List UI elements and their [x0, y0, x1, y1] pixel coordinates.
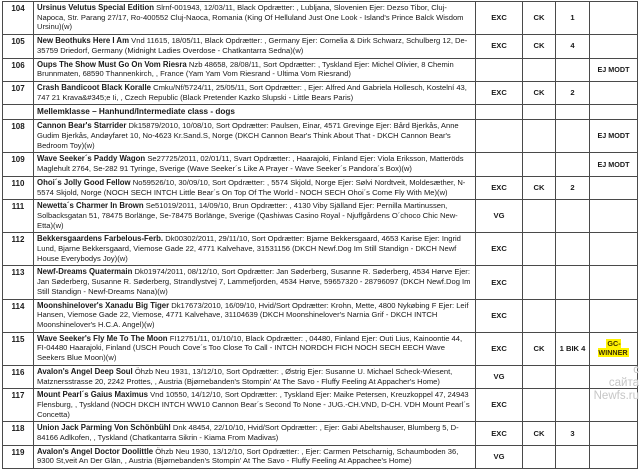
entry-number-cell: 104	[3, 2, 34, 35]
placement-cell: 3	[556, 422, 590, 445]
award-cell	[590, 2, 638, 35]
grade-cell: EXC	[476, 332, 523, 365]
placement-cell	[556, 445, 590, 468]
dog-name: Oups The Show Must Go On Vom Riesra	[37, 59, 189, 69]
entry-details: Dk15879/2010, 10/08/10, Sort Opdrætter: Paulsen, Einar, 4571 Grevinge Ejer: Bård Bjerkås, Anne Gudim Bjerkås, Andøyfaret 10, No-4623 Kr.Sand.S, Norge (DKCH Cannon Bear's Think About That - DKCH Cannon Bear's Bedroom Toy)(w)	[37, 121, 459, 150]
table-row	[3, 58, 638, 81]
dog-name: Mount Pearl´s Gaius Maximus	[37, 390, 151, 400]
entry-description-cell	[34, 2, 476, 35]
entry-description-cell	[34, 81, 476, 104]
dog-name: Union Jack Parming Von Schönbühl	[37, 423, 173, 433]
ck-cell	[523, 120, 556, 153]
winner-award-highlight: GC-WINNER	[598, 339, 628, 358]
award-cell	[590, 389, 638, 422]
award-cell	[590, 365, 638, 388]
entry-description-cell	[34, 365, 476, 388]
entry-number-cell: 117	[3, 389, 34, 422]
ck-cell	[523, 266, 556, 299]
entry-details: Vnd 11615, 18/05/11, Black Opdrætter: , Germany Ejer: Cornelia & Dirk Schwarz, Schulberg 12, De-35759 Driedorf, Germany (Midnight Ladies Overdose - Chatkantarra Sedna)(w)	[37, 36, 468, 55]
entry-number-cell: 105	[3, 35, 34, 58]
entry-description-cell	[34, 153, 476, 176]
entry-number-cell: 108	[3, 120, 34, 153]
entry-description-cell	[34, 176, 476, 199]
entry-details: Cmku/Nf/5724/11, 25/05/11, Sort Opdrætter: , Ejer: Alfred And Gabriela Hollesch, Kostelní 43, 747 21 Krava&#345;e Ii, , Czech Republic (Black Pretender Kazko Slupski - Little Bears Paris)	[37, 82, 467, 102]
grade-cell: EXC	[476, 299, 523, 332]
award-label: EJ MODT	[597, 131, 630, 141]
entry-details: Dnk 48454, 22/10/10, Hvid/Sort Opdrætter: , Ejer: Gabi Abeltshauser, Blumberg 5, D-84166 Adlkofen, , Tyskland (Chatkantarra Sikrin - Kiama From Madivas)	[37, 423, 459, 443]
entry-description-cell	[34, 266, 476, 299]
grade-cell	[476, 120, 523, 153]
entry-number-cell: 118	[3, 422, 34, 445]
entry-description-cell	[34, 445, 476, 468]
class-section-cell	[34, 105, 476, 120]
ck-cell: CK	[523, 81, 556, 104]
entry-number-cell: 116	[3, 365, 34, 388]
ck-cell: CK	[523, 2, 556, 35]
ck-cell	[523, 233, 556, 266]
placement-cell	[556, 266, 590, 299]
entry-details: Dk01974/2011, 08/12/10, Sort Opdrætter: Jan Søderberg, Susanne R. Søderberg, 4534 Hørve Ejer: Jan Søderberg, Susanne R. Søderberg, Strandlystvej 7, Lammefjorden, 4534 Hørve, 59657320 - 28796097 (DKCH Newf.Dog Im Still Standign - Newf-Dreams Nana)(w)	[37, 267, 471, 296]
award-cell	[590, 332, 638, 365]
entry-details: Se51019/2011, 14/09/10, Brun Opdrætter: , 4130 Viby Själland Ejer: Pernilla Martinussen, Solbacksgatan 51, 78475 Borlänge, Se-78475 Borlänge, Sverige (Qashiwas Casino Royal - Njuffgårdens O´choco Chic New-Etta)(w)	[37, 201, 458, 230]
grade-cell: EXC	[476, 81, 523, 104]
dog-name: Moonshinelover's Xanadu Big Tiger	[37, 300, 172, 310]
dog-name: Wave Seeker's Fly Me To The Moon	[37, 333, 170, 343]
ck-cell	[523, 153, 556, 176]
table-row	[3, 176, 638, 199]
placement-cell	[556, 233, 590, 266]
grade-cell	[476, 58, 523, 81]
entry-details: Se27725/2011, 02/01/11, Svart Opdrætter: , Haarajoki, Finland Ejer: Viola Eriksson, Matteröds Maglehult 2764, Se-282 91 Tyringe, Sverige (Wave Seeker´s Like A Prayer - Wave Seeker´s Pandora´s Box)(w)	[37, 154, 464, 174]
award-cell	[590, 233, 638, 266]
award-cell	[590, 81, 638, 104]
watermark-line: c	[633, 364, 639, 376]
award-label: EJ MODT	[597, 64, 630, 74]
grade-cell: VG	[476, 365, 523, 388]
table-row	[3, 233, 638, 266]
placement-cell	[556, 120, 590, 153]
entry-description-cell	[34, 120, 476, 153]
entry-description-cell	[34, 35, 476, 58]
entry-details: No59526/10, 30/09/10, Sort Opdrætter: , 5574 Skjold, Norge Ejer: Sølvi Nordtveit, Moldesæther, N-5574 Skjold, Norge (NOCH SECH INTCH Little Bear´s On Top Of The World - NOCH SECH Ohoi´s Come Fly With Me)(w)	[37, 177, 466, 197]
dog-name: Crash Bandicoot Black Koralle	[37, 82, 154, 92]
placement-cell	[556, 200, 590, 233]
placement-cell	[556, 299, 590, 332]
grade-cell: VG	[476, 445, 523, 468]
entry-description-cell	[34, 200, 476, 233]
ck-cell	[523, 200, 556, 233]
grade-cell: VG	[476, 200, 523, 233]
dog-name: Avalon's Angel Doctor Doolittle	[37, 446, 156, 456]
placement-cell	[556, 153, 590, 176]
entry-description-cell	[34, 299, 476, 332]
entry-number-cell: 109	[3, 153, 34, 176]
award-cell	[590, 105, 638, 120]
table-row	[3, 332, 638, 365]
entry-number-cell: 119	[3, 445, 34, 468]
dog-name: Cannon Bear's Starrider	[37, 121, 129, 131]
award-cell	[590, 120, 638, 153]
entry-number-cell: 114	[3, 299, 34, 332]
results-table-body	[3, 2, 638, 469]
placement-cell: 2	[556, 176, 590, 199]
placement-cell: 4	[556, 35, 590, 58]
award-cell	[590, 200, 638, 233]
ck-cell	[523, 389, 556, 422]
entry-details: Öhzb Neu 1930, 13/12/10, Sort Opdrætter: , Ejer: Carmen Petscharnig, Schaumboden 36, 9300 St,veit An Der Glän, , Austria (Bjørnebanden's Stompin' At The Savo - Fluffy Feeling At Appachee's Home)	[37, 446, 459, 466]
grade-cell	[476, 105, 523, 120]
entry-number-cell: 113	[3, 266, 34, 299]
award-cell	[590, 35, 638, 58]
placement-cell: 2	[556, 81, 590, 104]
award-cell	[590, 176, 638, 199]
entry-description-cell	[34, 233, 476, 266]
watermark-line: сайта	[608, 377, 639, 389]
award-cell	[590, 58, 638, 81]
table-row	[3, 81, 638, 104]
ck-cell	[523, 299, 556, 332]
entry-number-cell	[3, 105, 34, 120]
table-row	[3, 2, 638, 35]
placement-cell: 1 BIK 4	[556, 332, 590, 365]
entry-description-cell	[34, 422, 476, 445]
entry-details: Dk17673/2010, 16/09/10, Hvid/Sort Opdrætter: Krohn, Mette, 4800 Nykøbing F Ejer: Leif Hansen, Viemose Gade 22, Viemose, 4771 Kalvehave, 31104639 (DKCH Moonshinelover's Narnia Grif - DKCH INTCH Moonshinelover's H.C.A. Angel)(w)	[37, 300, 469, 329]
entry-description-cell	[34, 332, 476, 365]
grade-cell: EXC	[476, 422, 523, 445]
table-row	[3, 266, 638, 299]
entry-details: Slrnf-001943, 12/03/11, Black Opdrætter: , Lubljana, Slovenien Ejer: Dezso Tibor, Cluj-Napoca, Str. Parang 27/17, Ro-400552 Cluj-Naoca, Romania (King Of Helluland Just One Look - Island's Prince Balck Wisdom Ursinu)(w)	[37, 3, 464, 32]
grade-cell: EXC	[476, 35, 523, 58]
dog-name: Avalon's Angel Deep Soul	[37, 366, 135, 376]
table-row	[3, 445, 638, 468]
dog-name: Newetta´s Charmer In Brown	[37, 201, 146, 211]
dog-name: Ohoi´s Jolly Good Fellow	[37, 177, 133, 187]
entry-description-cell	[34, 389, 476, 422]
table-row	[3, 365, 638, 388]
table-row	[3, 299, 638, 332]
entry-number-cell: 107	[3, 81, 34, 104]
table-row	[3, 120, 638, 153]
placement-cell: 1	[556, 2, 590, 35]
dog-name: Wave Seeker´s Paddy Wagon	[37, 154, 148, 164]
ck-cell: CK	[523, 176, 556, 199]
entry-details: Öhzb Neu 1931, 13/12/10, Sort Opdrætter: , Østrig Ejer: Susanne U. Michael Scheck-Wiesent, Matznersstrasse 20, 2242 Prottes, , Austria (Bjørnebanden's Stompin' At The Savo - Fluffy Feeling At Appacher's Home)	[37, 366, 453, 386]
ck-cell	[523, 365, 556, 388]
ck-cell: CK	[523, 422, 556, 445]
table-row	[3, 389, 638, 422]
ck-cell: CK	[523, 35, 556, 58]
grade-cell: EXC	[476, 176, 523, 199]
placement-cell	[556, 389, 590, 422]
entry-number-cell: 110	[3, 176, 34, 199]
entry-number-cell: 106	[3, 58, 34, 81]
placement-cell	[556, 105, 590, 120]
ck-cell	[523, 105, 556, 120]
award-cell	[590, 445, 638, 468]
entry-description-cell	[34, 58, 476, 81]
entry-details: Vnd 10550, 14/12/10, Sort Opdrætter: , Tyskland Ejer: Maike Petersen, Kreuzkoppel 47, 24943 Flensburg, , Tyskland (NOCH DKCH INTCH WW10 Cannon Bear´s Second To None - JUG.-CH.VND, D-CH. VDH Mount Pearl´s Concetta)	[37, 390, 470, 419]
entry-details: FI12751/11, 01/10/10, Black Opdrætter: , 04480, Finland Ejer: Outi Lius, Kainoontie 44, FI-04480 Haarajoki, Finland (USCH Pouch Cove´s Too Close To Call - INTCH NORDCH FICH NOCH SECH EECH Wave Seekers Blue Moon)(w)	[37, 333, 463, 363]
award-cell	[590, 266, 638, 299]
ck-cell	[523, 58, 556, 81]
entry-number-cell: 112	[3, 233, 34, 266]
grade-cell: EXC	[476, 233, 523, 266]
entry-number-cell: 111	[3, 200, 34, 233]
placement-cell	[556, 58, 590, 81]
table-row	[3, 35, 638, 58]
dog-name: Ursinus Velutus Special Edition	[37, 3, 157, 12]
entry-number-cell: 115	[3, 332, 34, 365]
grade-cell: EXC	[476, 389, 523, 422]
grade-cell: EXC	[476, 266, 523, 299]
grade-cell: EXC	[476, 2, 523, 35]
show-results-table	[2, 1, 638, 469]
award-cell	[590, 422, 638, 445]
ck-cell: CK	[523, 332, 556, 365]
award-cell	[590, 153, 638, 176]
entry-details: Nzb 48658, 28/08/11, Sort Opdrætter: , Tyskland Ejer: Michel Olivier, 8 Chemin Brunnmaten, 68590 Thannenkirch, , France (Yam Yam Vom Riesrand - Ultima Vom Riesrand)	[37, 59, 454, 79]
award-label: EJ MODT	[597, 159, 630, 169]
dog-name: Bekkersgaardens Farbelous-Ferb.	[37, 234, 166, 244]
class-section-row	[3, 105, 638, 120]
award-cell	[590, 299, 638, 332]
entry-details: Dk00302/2011, 29/11/10, Sort Opdrætter: Bjarne Bekkersgaard, 4653 Karise Ejer: Ingrid Lund, Bjarne Bekkersgaard, Viemose Gade 22, 4771 Kalvehave, 31531156 (DKCH Newf.Dog Im Still Standign - DKCH Newf House Everybodys Joy)(w)	[37, 234, 461, 263]
class-section-label: Mellemklasse – Hanhund/Intermediate class - dogs	[37, 107, 235, 117]
grade-cell	[476, 153, 523, 176]
watermark-line: Newfs.ru	[593, 390, 639, 402]
table-row	[3, 200, 638, 233]
ck-cell	[523, 445, 556, 468]
dog-name: New Beothuks Here I Am	[37, 36, 132, 46]
table-row	[3, 422, 638, 445]
dog-name: Newf-Dreams Quatermain	[37, 267, 135, 277]
table-row	[3, 153, 638, 176]
placement-cell	[556, 365, 590, 388]
